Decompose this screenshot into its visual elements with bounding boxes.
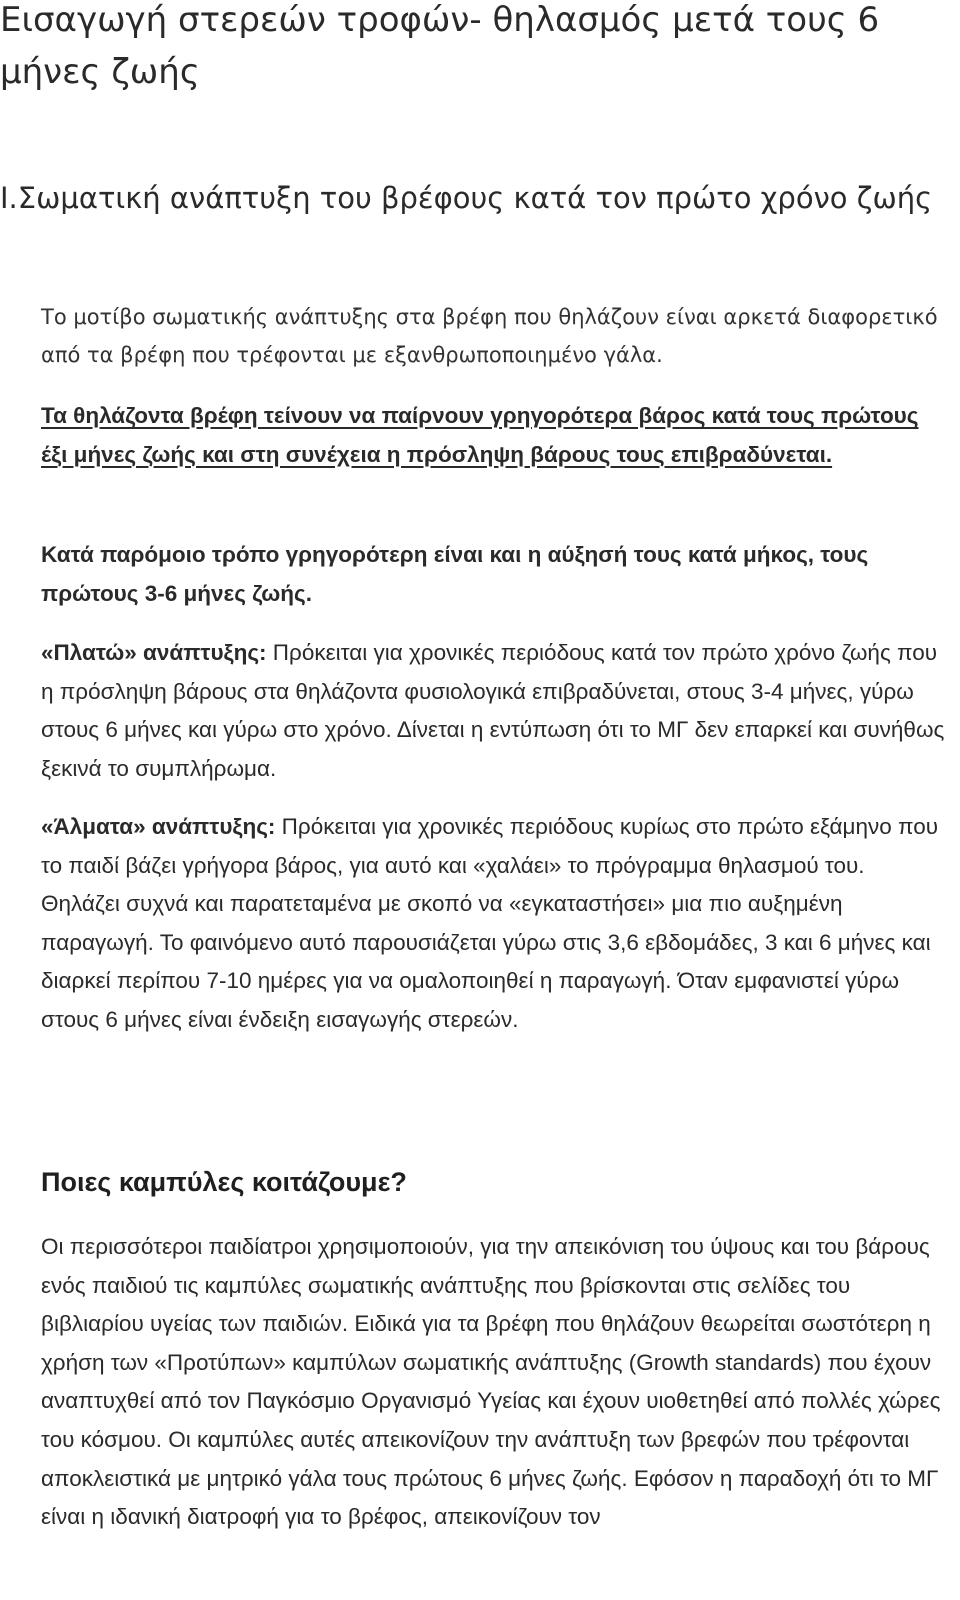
document-title: Εισαγωγή στερεών τροφών- θηλασμός μετά τους 6 μήνες ζωής [0,0,880,92]
plato-paragraph [41,634,946,788]
curves-heading: Ποιες καμπύλες κοιτάζουμε? [41,1167,407,1197]
bold-paragraph: Κατά παρόμοιο τρόπο γρηγορότερη είναι και η αύξησή τους κατά μήκος, τους πρώτους 3-6 μήνες ζωής. [41,542,869,606]
almata-term: «Άλματα» ανάπτυξης: [41,814,276,839]
plato-term: «Πλατώ» ανάπτυξης: [41,640,267,665]
plato-text: Πρόκειται για χρονικές περιόδους κατά τον πρώτο χρόνο ζωής που η πρόσληψη βάρους στα θηλάζοντα φυσιολογικά επιβραδύνεται, στους 3-4 μήνες, γύρω στους 6 μήνες και γύρω στο χρόνο. Δίνεται η εντύπωση ότι το ΜΓ δεν επαρκεί και συνήθως ξεκινά το συμπλήρωμα. [41,640,945,781]
curves-paragraph: Οι περισσότεροι παιδίατροι χρησιμοποιούν, για την απεικόνιση του ύψους και του βάρους ενός παιδιού τις καμπύλες σωματικής ανάπτυξης που βρίσκονται στις σελίδες του βιβλιαρίου υγείας των παιδιών. Ειδικά για τα βρέφη που θηλάζουν θεωρείται σωστότερη η χρήση των «Προτύπων» καμπύλων σωματικής ανάπτυξης (Growth standards) που έχουν αναπτυχθεί από τον Παγκόσμιο Οργανισμό Υγείας και έχουν υιοθετηθεί από πολλές χώρες του κόσμου. Οι καμπύλες αυτές απεικονίζουν την ανάπτυξη των βρεφών που τρέφονται αποκλειστικά με μητρικό γάλα τους πρώτους 6 μήνες ζωής. Εφόσον η παραδοχή ότι το ΜΓ είναι η ιδανική διατροφή για το βρέφος, απεικονίζουν τον [41,1234,941,1530]
almata-paragraph [41,808,946,1040]
section-heading: I.Σωματική ανάπτυξη του βρέφους κατά τον πρώτο χρόνο ζωής [0,181,933,215]
intro-paragraph: Το μοτίβο σωματικής ανάπτυξης στα βρέφη που θηλάζουν είναι αρκετά διαφορετικό από τα βρέφη που τρέφονται με εξανθρωποποιημένο γάλα. [41,305,938,367]
almata-text: Πρόκειται για χρονικές περιόδους κυρίως στο πρώτο εξάμηνο που το παιδί βάζει γρήγορα βάρος, για αυτό και «χαλάει» το πρόγραμμα θηλασμού του. Θηλάζει συχνά και παρατεταμένα με σκοπό να «εγκαταστήσει» μια πιο αυξημένη παραγωγή. Το φαινόμενο αυτό παρουσιάζεται γύρω στις 3,6 εβδομάδες, 3 και 6 μήνες και διαρκεί περίπου 7-10 ημέρες για να ομαλοποιηθεί η παραγωγή. Όταν εμφανιστεί γύρω στους 6 μήνες είναι ένδειξη εισαγωγής στερεών. [41,814,939,1032]
underlined-paragraph: Τα θηλάζοντα βρέφη τείνουν να παίρνουν γρηγορότερα βάρος κατά τους πρώτους έξι μήνες ζωής και στη συνέχεια η πρόσληψη βάρους τους επιβραδύνεται. [41,403,919,467]
